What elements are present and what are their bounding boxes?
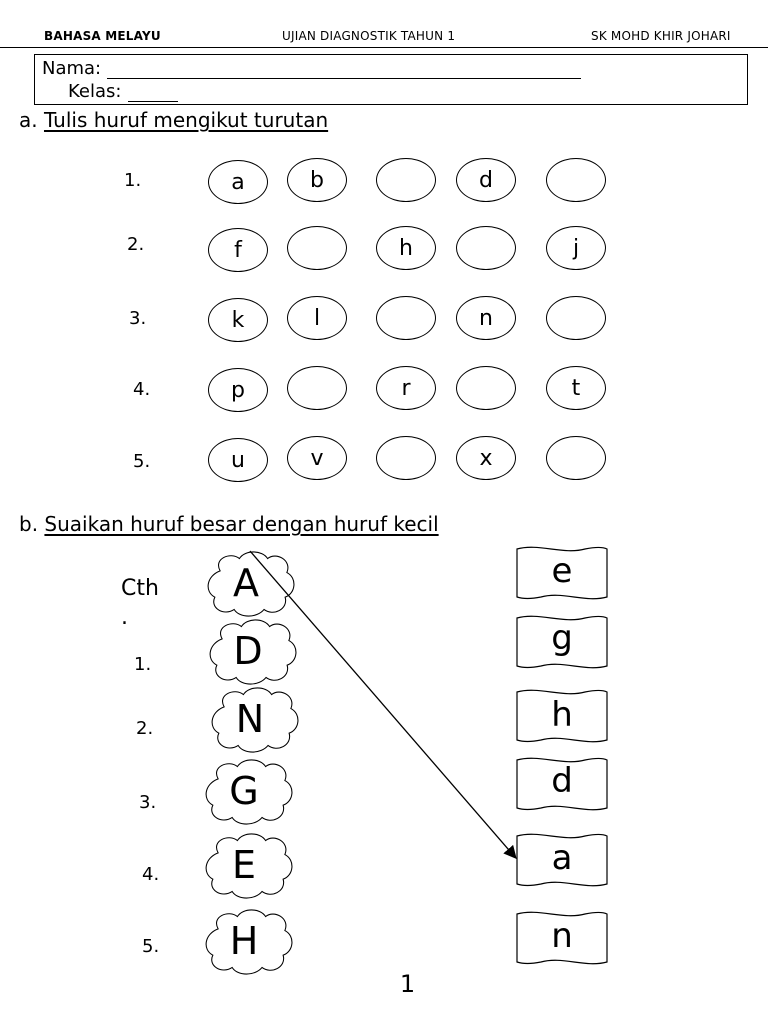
page-number: 1 [399,970,416,998]
uppercase-letter[interactable]: A [233,561,259,605]
item-number: 5. [142,936,160,957]
item-number: 1. [134,654,152,675]
row-number: 1. [124,170,142,191]
example-dot: . [121,605,128,630]
letter-oval: h [376,226,436,270]
item-number: 3. [139,792,157,813]
row-number: 3. [129,308,147,329]
lowercase-letter[interactable]: d [551,761,573,801]
letter-oval: d [456,158,516,202]
letter-oval: f [208,228,268,272]
row-number: 5. [133,451,151,472]
lowercase-letter[interactable]: g [551,618,573,658]
lowercase-letter[interactable]: h [551,695,573,735]
section-a-instruction: Tulis huruf mengikut turutan [43,108,329,132]
letter-oval: b [287,158,347,202]
lowercase-letter[interactable]: a [551,838,573,878]
letter-oval: t [546,366,606,410]
letter-oval: x [456,436,516,480]
example-label: Cth [121,576,159,601]
row-number: 4. [133,379,151,400]
uppercase-letter[interactable]: D [233,629,263,673]
exam-header: UJIAN DIAGNOSTIK TAHUN 1 [282,29,456,43]
letter-oval: r [376,366,436,410]
letter-oval: p [208,368,268,412]
letter-oval: n [456,296,516,340]
letter-oval: l [287,296,347,340]
section-b-prefix: b. [19,512,39,536]
letter-oval: v [287,436,347,480]
uppercase-letter[interactable]: N [235,697,265,741]
letter-oval: j [546,226,606,270]
school-header: SK MOHD KHIR JOHARI [591,29,731,43]
subject-header: BAHASA MELAYU [44,29,161,43]
uppercase-letter[interactable]: H [229,919,259,963]
lowercase-letter[interactable]: e [551,551,573,591]
letter-oval: a [208,160,268,204]
uppercase-letter[interactable]: E [231,843,256,887]
name-label: Nama: [42,58,102,79]
item-number: 4. [142,864,160,885]
uppercase-letter[interactable]: G [229,769,259,813]
row-number: 2. [127,234,145,255]
lowercase-letter[interactable]: n [551,916,573,956]
section-b-instruction: Suaikan huruf besar dengan huruf kecil [44,512,439,536]
letter-oval: k [208,298,268,342]
letter-oval: u [208,438,268,482]
section-a-prefix: a. [19,108,38,132]
class-label: Kelas: [68,81,122,102]
item-number: 2. [136,718,154,739]
